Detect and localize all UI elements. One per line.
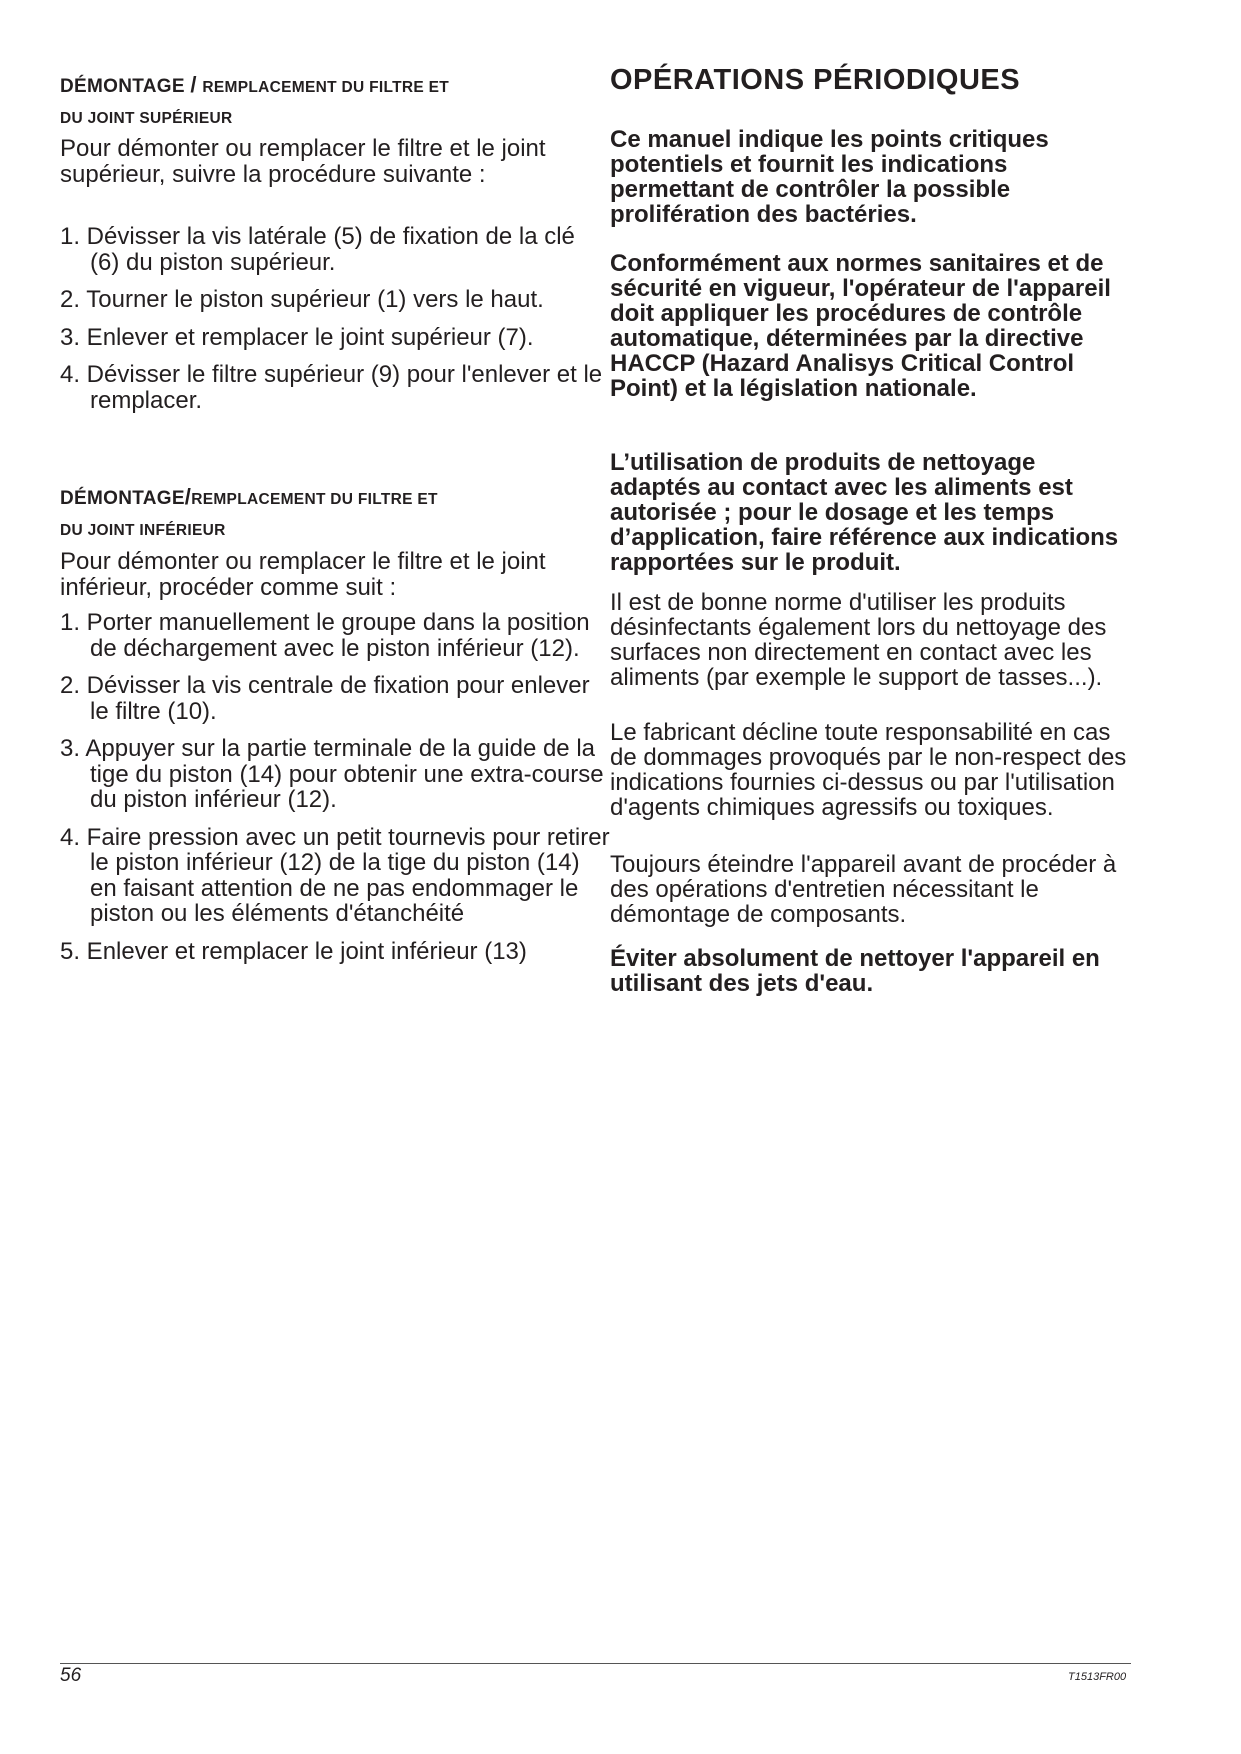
- section-heading-upper: [60, 70, 580, 134]
- lower-step: 3. Appuyer sur la partie terminale de la guide de la tige du piston (14) pour obtenir une extra-course du piston inférieur (12).: [60, 735, 604, 813]
- paragraph: Le fabricant décline toute responsabilité en cas de dommages provoqués par le non-respect des indications fournies ci-dessus ou par l'utilisation d'agents chimiques agressifs ou toxiques.: [610, 719, 1127, 821]
- paragraph: Il est de bonne norme d'utiliser les produits désinfectants également lors du nettoyage des surfaces non directement en contact avec les aliments (par exemple le support de tasses...).: [610, 589, 1107, 691]
- upper-step: 4. Dévisser le filtre supérieur (9) pour l'enlever et le remplacer.: [60, 361, 603, 414]
- heading-upper-rest: REMPLACEMENT DU FILTRE ET: [202, 79, 449, 96]
- bold-paragraph: L’utilisation de produits de nettoyage adaptés au contact avec les aliments est autorisée ; pour le dosage et les temps d’application, faire référence aux indications rapportées sur le produit.: [610, 449, 1119, 576]
- page-number: 56: [60, 1665, 82, 1686]
- bold-paragraph: Conformément aux normes sanitaires et de sécurité en vigueur, l'opérateur de l'appareil doit appliquer les procédures de contrôle automatique, déterminées par la directive HACCP (Hazard Analisys Critical Control Point) et la législation nationale.: [610, 250, 1111, 402]
- lower-steps-list: [60, 609, 610, 976]
- upper-steps-list: [60, 223, 603, 425]
- upper-intro: Pour démonter ou remplacer le filtre et le joint supérieur, suivre la procédure suivante :: [60, 135, 546, 188]
- heading-lower-line2: DU JOINT INFÉRIEUR: [60, 522, 226, 539]
- page-title: OPÉRATIONS PÉRIODIQUES: [610, 64, 1021, 96]
- section-heading-lower: [60, 482, 580, 546]
- footer-divider: [60, 1663, 1131, 1664]
- heading-lower-rest: REMPLACEMENT DU FILTRE ET: [191, 491, 438, 508]
- upper-step: 3. Enlever et remplacer le joint supérieur (7).: [60, 323, 534, 351]
- heading-upper-word: DÉMONTAGE: [60, 76, 185, 97]
- heading-slash: /: [184, 484, 192, 509]
- upper-step: 1. Dévisser la vis latérale (5) de fixation de la clé (6) du piston supérieur.: [60, 223, 575, 276]
- bold-paragraph: Éviter absolument de nettoyer l'appareil en utilisant des jets d'eau.: [610, 945, 1100, 997]
- paragraph: Toujours éteindre l'appareil avant de procéder à des opérations d'entretien nécessitant le démontage de composants.: [610, 851, 1117, 928]
- heading-slash: /: [190, 72, 197, 97]
- lower-intro: Pour démonter ou remplacer le filtre et le joint inférieur, procéder comme suit :: [60, 548, 546, 601]
- upper-step: 2. Tourner le piston supérieur (1) vers le haut.: [60, 286, 544, 313]
- lower-step: 1. Porter manuellement le groupe dans la position de déchargement avec le piston inférieur (12).: [60, 609, 590, 662]
- lower-step: 5. Enlever et remplacer le joint inférieur (13): [60, 937, 527, 965]
- bold-paragraph: Ce manuel indique les points critiques potentiels et fournit les indications permettant de contrôler la possible prolifération des bactéries.: [610, 126, 1049, 228]
- lower-step: 4. Faire pression avec un petit tournevis pour retirer le piston inférieur (12) de la tige du piston (14) en faisant attention de ne pas endommager le piston ou les éléments d'étanchéité: [60, 823, 610, 927]
- heading-lower-word: DÉMONTAGE: [60, 488, 185, 509]
- document-code: T1513FR00: [1068, 1671, 1127, 1683]
- lower-step: 2. Dévisser la vis centrale de fixation pour enlever le filtre (10).: [60, 672, 590, 725]
- heading-upper-line2: DU JOINT SUPÉRIEUR: [60, 110, 233, 127]
